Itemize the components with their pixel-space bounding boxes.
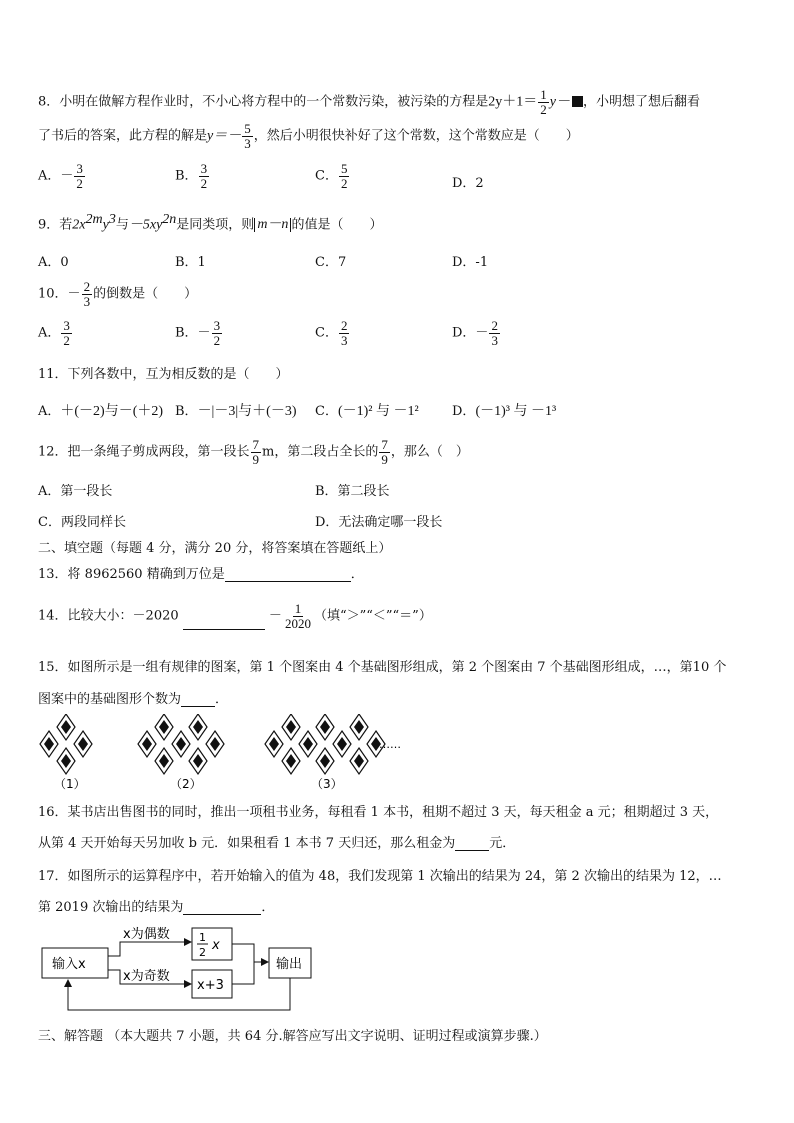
q14-frac <box>283 602 313 630</box>
even-condition: x为偶数 <box>123 927 170 942</box>
even-arrow <box>108 942 191 956</box>
frac-den: 3 <box>244 135 251 151</box>
frac-den: 2 <box>200 175 208 191</box>
frac-num: 5 <box>340 161 348 176</box>
frac-num: 3 <box>213 318 221 333</box>
q8-sol-frac <box>242 122 253 150</box>
q17-line1: 17．如图所示的运算程序中，若开始输入的值为 48，我们发现第 1 次输出的结果为 24，第 2 次输出的结果为 12，… <box>38 869 722 884</box>
q9-exp: 2m <box>85 212 103 227</box>
q17-answer-blank[interactable] <box>183 902 261 915</box>
q8-solution: y＝－ <box>207 128 242 144</box>
frac-den: 2020 <box>284 615 311 631</box>
pattern-1 <box>40 714 92 774</box>
option-label: C． <box>315 325 338 341</box>
q12-option-d[interactable]: D．无法确定哪一段长 <box>315 515 443 530</box>
frac-num: 3 <box>76 161 83 176</box>
output-label: 输出 <box>276 957 303 972</box>
frac-num: 5 <box>244 121 251 136</box>
q17-line2 <box>38 896 274 915</box>
pattern-label-3: （3） <box>311 777 343 791</box>
q9-option-a[interactable]: A．0 <box>38 255 69 270</box>
frac-den: 2 <box>63 332 70 348</box>
q14-answer-blank[interactable] <box>183 617 265 630</box>
q15-line1: 15．如图所示是一组有规律的图案，第 1 个图案由 4 个基础图形组成，第 2 个图案由 7 个基础图形组成，…，第10 个 <box>38 660 727 675</box>
q9-term1: 2x <box>72 217 86 233</box>
q9-term1-y: y <box>102 217 109 233</box>
frac-den: 9 <box>252 451 260 467</box>
q8-half <box>538 88 549 116</box>
option-label: C． <box>315 404 338 419</box>
odd-condition: x为奇数 <box>123 969 170 984</box>
half-to-output <box>232 944 268 962</box>
q10-option-c[interactable] <box>315 319 350 347</box>
frac-den: 2 <box>76 175 83 191</box>
option-label: D． <box>452 404 476 419</box>
q12-frac2 <box>379 438 390 466</box>
q8-line2 <box>38 122 579 150</box>
q8-text-b: ，小明想了想后翻看 <box>583 94 701 110</box>
option-frac <box>61 319 72 347</box>
q13-text: 13．将 8962560 精确到万位是 <box>38 567 225 582</box>
frac-den: 3 <box>340 332 348 348</box>
q8-option-b[interactable] <box>175 162 210 190</box>
option-expr: －|－3|与＋(－3) <box>197 404 297 419</box>
q11-option-c[interactable] <box>315 400 419 420</box>
q15-text: 图案中的基础图形个数为 <box>38 692 182 707</box>
option-label: B． <box>175 168 198 184</box>
q10-frac <box>82 280 93 308</box>
frac-num: 2 <box>83 279 91 294</box>
q9-exp: 2n <box>162 212 177 227</box>
q17-text: 第 2019 次输出的结果为 <box>38 900 184 915</box>
q10-stem <box>38 280 197 308</box>
half-den: 2 <box>199 946 206 959</box>
q9-exp: 3 <box>108 212 116 227</box>
q14-text: 14．比较大小：－2020 <box>38 608 179 624</box>
q9-term2: －5xy <box>128 217 163 233</box>
q9-abs-value: m－n <box>254 218 291 232</box>
ink-blot-icon <box>572 96 583 107</box>
pattern-2 <box>138 714 224 774</box>
loop-back-arrow <box>68 978 290 1010</box>
q10-text-b: 的倒数是（ ） <box>93 286 198 302</box>
q9-text: 是同类项，则 <box>176 217 255 233</box>
q16-answer-blank[interactable] <box>455 838 489 851</box>
q13-end: ． <box>350 567 364 582</box>
q11-stem: 11．下列各数中，互为相反数的是（ ） <box>38 367 289 382</box>
pattern-label-1: （1） <box>54 777 86 791</box>
option-label: C． <box>315 168 338 184</box>
q16-line2 <box>38 832 515 851</box>
plus3-to-output <box>232 962 254 984</box>
q12-text-c: ，那么（ ） <box>390 444 469 460</box>
q12-stem <box>38 438 469 466</box>
q8-line1 <box>38 88 700 116</box>
q10-text: 10． <box>38 286 68 302</box>
frac-num: 7 <box>381 437 388 452</box>
q8-text: 了书后的答案，此方程的解是 <box>38 128 208 144</box>
option-expr: (－1)³ 与 －1³ <box>475 404 557 419</box>
option-frac <box>339 319 350 347</box>
q8-option-a[interactable] <box>38 162 86 190</box>
q12-option-a[interactable]: A．第一段长 <box>38 484 113 499</box>
option-label: B．－ <box>175 325 211 341</box>
option-expr: ＋(－2)与－(＋2) <box>60 404 164 419</box>
option-frac <box>339 162 350 190</box>
frac-num: 1 <box>540 87 547 102</box>
input-label: 输入x <box>52 957 86 972</box>
q15-answer-blank[interactable] <box>181 694 215 707</box>
frac-den: 9 <box>381 451 388 467</box>
option-frac <box>489 319 500 347</box>
frac-num: 1 <box>294 601 302 616</box>
q14-minus: － <box>268 608 282 624</box>
half-num: 1 <box>199 931 206 944</box>
pattern-label-2: （2） <box>170 777 202 791</box>
q12-text-b: m，第二段占全长的 <box>262 444 379 460</box>
option-frac <box>199 162 210 190</box>
option-frac <box>212 319 223 347</box>
frac-num: 2 <box>491 318 498 333</box>
q8-text: 8．小明在做解方程作业时，不小心将方程中的一个常数污染，被污染的方程是 <box>38 94 489 110</box>
q9-text: 与 <box>115 217 129 233</box>
q9-text: 的值是（ ） <box>291 217 383 233</box>
q10-option-b[interactable] <box>175 319 223 347</box>
q16-text: 从第 4 天开始每天另加收 b 元．如果租看 1 本书 7 天归还，那么租金为 <box>38 836 456 851</box>
option-label: A． <box>38 404 61 419</box>
q11-option-b[interactable] <box>175 400 297 420</box>
q9-option-c[interactable]: C．7 <box>315 255 347 270</box>
q17-flowchart <box>38 924 348 1016</box>
half-var: x <box>212 938 220 953</box>
frac-den: 3 <box>83 293 91 309</box>
q12-option-b[interactable]: B．第二段长 <box>315 484 390 499</box>
q9-option-b[interactable]: B．1 <box>175 255 206 270</box>
q16-end: 元． <box>489 836 516 851</box>
q15-line2 <box>38 688 228 707</box>
option-expr: (－1)² 与 －1² <box>337 404 419 419</box>
q8-eq-y: y－ <box>549 94 570 110</box>
q9-option-d[interactable]: D．-1 <box>452 255 489 270</box>
option-label: A． <box>38 325 61 341</box>
q16-line1: 16．某书店出售图书的同时，推出一项租书业务，每租看 1 本书，租期不超过 3 天，每天租金 a 元；租期超过 3 天， <box>38 805 719 820</box>
q8-eq-lhs: 2y＋1＝ <box>488 94 538 110</box>
frac-den: 2 <box>213 332 221 348</box>
q10-option-a[interactable] <box>38 319 73 347</box>
q14-hint: （填“＞”“＜”“＝”） <box>313 608 432 624</box>
section-2-heading: 二、填空题（每题 4 分，满分 20 分，将答案填在答题纸上） <box>38 541 392 556</box>
q8-option-d[interactable]: D．2 <box>452 176 484 191</box>
pattern-ellipsis: …… <box>379 738 401 751</box>
frac-num: 2 <box>340 318 348 333</box>
q13 <box>38 563 364 582</box>
plus3-label: x+3 <box>197 978 224 993</box>
q11-option-d[interactable] <box>452 400 556 420</box>
section-3-heading: 三、解答题 （本大题共 7 小题，共 64 分.解答应写出文字说明、证明过程或演算步骤.） <box>38 1029 547 1044</box>
q10-option-d[interactable] <box>452 319 501 347</box>
frac-num: 3 <box>200 161 208 176</box>
q9-stem <box>38 212 382 233</box>
q12-text: 12．把一条绳子剪成两段，第一段长 <box>38 444 250 460</box>
q11-option-a[interactable] <box>38 400 163 420</box>
q10-minus: － <box>67 286 81 302</box>
frac-den: 2 <box>540 101 547 117</box>
q14 <box>38 602 432 630</box>
q8-option-c[interactable] <box>315 162 350 190</box>
pattern-3 <box>265 714 385 774</box>
q8-text-b: ，然后小明很快补好了这个常数，这个常数应是（ ） <box>253 128 579 144</box>
frac-num: 3 <box>63 318 70 333</box>
frac-den: 2 <box>340 175 348 191</box>
frac-num: 7 <box>252 437 260 452</box>
q15-pattern-figure <box>36 714 406 794</box>
q15-end: ． <box>215 692 229 707</box>
option-frac <box>74 162 85 190</box>
option-label: A．－ <box>38 168 74 184</box>
q9-text: 9．若 <box>38 217 73 233</box>
q12-option-c[interactable]: C．两段同样长 <box>38 515 126 530</box>
option-label: D．－ <box>452 325 489 341</box>
frac-den: 3 <box>491 332 498 348</box>
q17-end: ． <box>261 900 275 915</box>
q13-answer-blank[interactable] <box>225 569 351 582</box>
option-label: B． <box>175 404 198 419</box>
q12-frac1 <box>251 438 262 466</box>
